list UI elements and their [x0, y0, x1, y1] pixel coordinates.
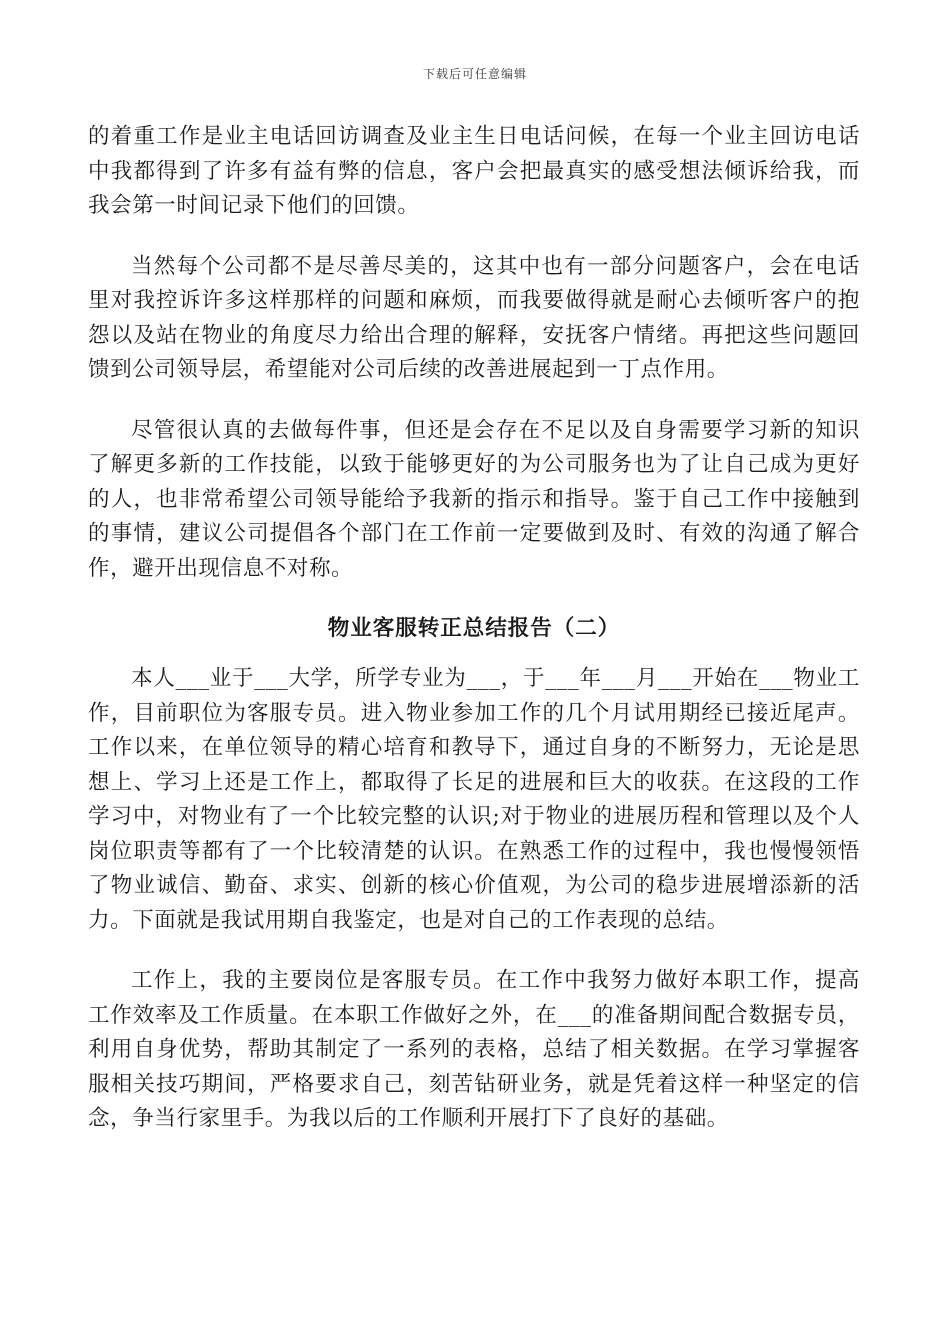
paragraph-problem-customers: 当然每个公司都不是尽善尽美的，这其中也有一部分问题客户，会在电话里对我控诉许多这样那样的问题和麻烦，而我要做得就是耐心去倾听客户的抱怨以及站在物业的角度尽力给出合理的解释，安抚客户情绪。再把这些问题回馈到公司领导层，希望能对公司后续的改善进展起到一丁点作用。: [88, 253, 860, 382]
paragraph-gap: [88, 646, 860, 662]
section-title: 物业客服转正总结报告（二）: [327, 616, 621, 641]
paragraph-gap: [88, 586, 860, 612]
paragraph-gap: [88, 388, 860, 414]
paragraph-continuation: 的着重工作是业主电话回访调查及业主生日电话问候，在每一个业主回访电话中我都得到了许多有益有弊的信息，客户会把最真实的感受想法倾诉给我，而我会第一时间记录下他们的回馈。: [88, 124, 860, 218]
paragraph-gap: [88, 938, 860, 964]
header-note: 下载后可任意编辑: [422, 67, 527, 81]
paragraph-work-duties: 工作上，我的主要岗位是客服专员。在工作中我努力做好本职工作，提高工作效率及工作质量。在本职工作做好之外，在___的准备期间配合数据专员，利用自身优势，帮助其制定了一系列的表格，总结了相关数据。在学习掌握客服相关技巧期间，严格要求自己，刻苦钻研业务，就是凭着这样一种坚定的信念，争当行家里手。为我以后的工作顺利开展打下了良好的基础。: [88, 968, 860, 1131]
paragraph-introduction: 本人___业于___大学，所学专业为___，于___年___月___开始在___物业工作，目前职位为客服专员。进入物业参加工作的几个月试用期经已接近尾声。工作以来，在单位领导的精心培育和教导下，通过自身的不断努力，无论是思想上、学习上还是工作上，都取得了长足的进展和巨大的收获。在这段的工作学习中，对物业有了一个比较完整的认识;对于物业的进展历程和管理以及个人岗位职责等都有了一个比较清楚的认识。在熟悉工作的过程中，我也慢慢领悟了物业诚信、勤奋、求实、创新的核心价值观，为公司的稳步进展增添新的活力。下面就是我试用期自我鉴定，也是对自己的工作表现的总结。: [88, 666, 860, 933]
paragraph-gap: [88, 224, 860, 250]
paragraph-shortcomings: 尽管很认真的去做每件事，但还是会存在不足以及自身需要学习新的知识了解更多新的工作技能，以致于能够更好的为公司服务也为了让自己成为更好的人，也非常希望公司领导能给予我新的指示和指导。鉴于自己工作中接触到的事情，建议公司提倡各个部门在工作前一定要做到及时、有效的沟通了解合作，避开出现信息不对称。: [88, 417, 860, 581]
document-body: [88, 120, 860, 1137]
